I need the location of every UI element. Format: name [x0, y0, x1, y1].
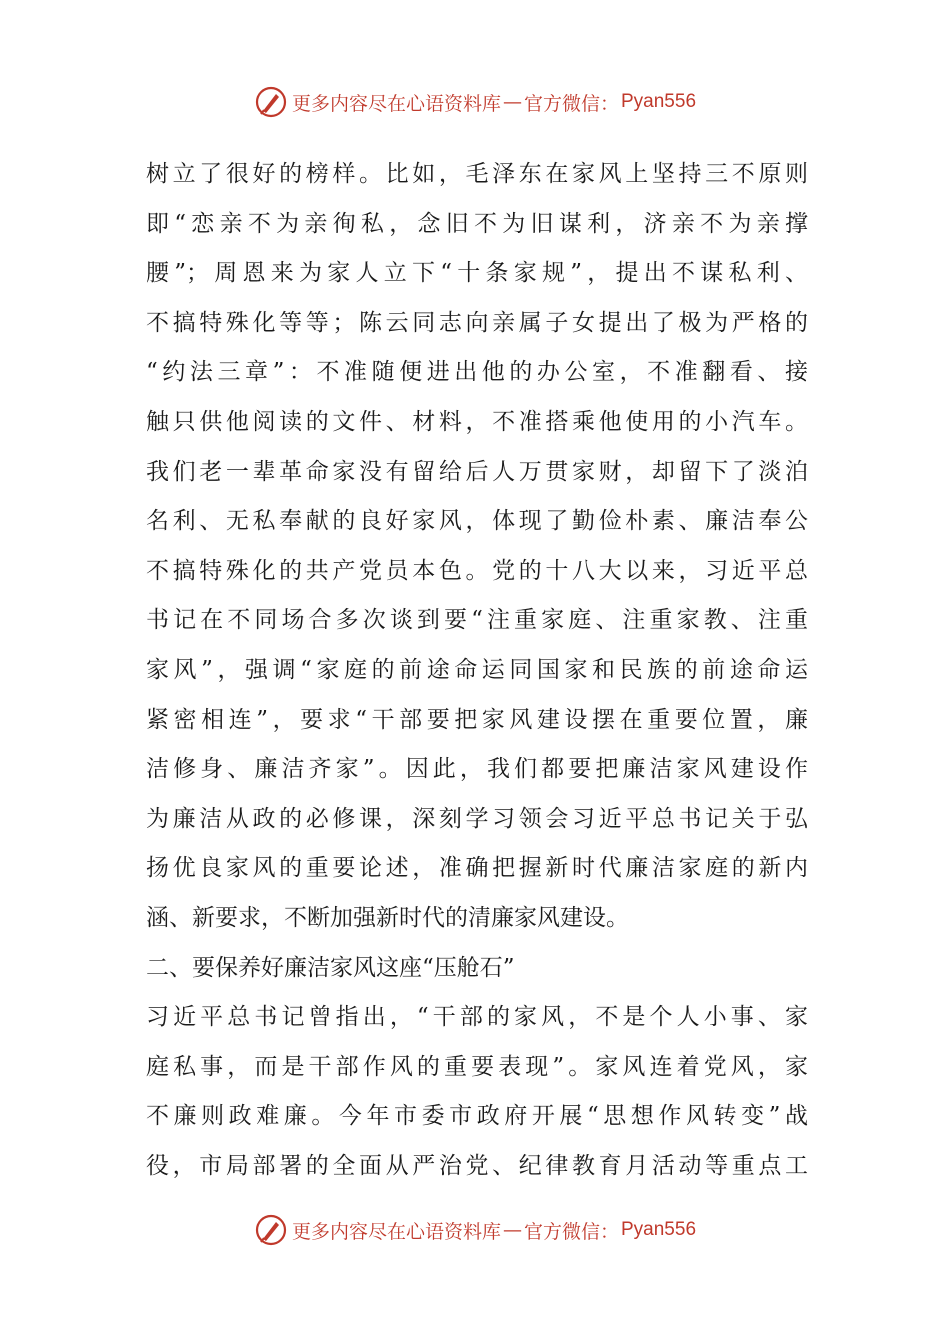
text-line: 涵、新要求，不断加强新时代的清廉家风建设。: [146, 904, 629, 931]
text-line: 扬优良家风的重要论述，准确把握新时代廉洁家庭的新内: [146, 855, 808, 882]
banner-brand: 更多内容尽在心语资料库: [291, 1220, 501, 1243]
header-banner: [0, 82, 950, 122]
footer-banner: [0, 1210, 950, 1250]
banner-dash: —: [502, 1219, 522, 1241]
text-line: 触只供他阅读的文件、材料，不准搭乘他使用的小汽车。: [146, 408, 808, 435]
text-line: 役，市局部署的全面从严治党、纪律教育月活动等重点工: [146, 1152, 808, 1179]
text-line: 名利、无私奉献的良好家风，体现了勤俭朴素、廉洁奉公: [146, 508, 808, 535]
banner-wechat-label: 官方微信：: [523, 92, 619, 115]
quill-logo-icon: [254, 85, 288, 119]
text-line: 不廉则政难廉。今年市委市政府开展“思想作风转变”战: [146, 1103, 808, 1130]
text-line: 庭私事，而是干部作风的重要表现”。家风连着党风，家: [146, 1053, 808, 1080]
document-body: [146, 150, 808, 1191]
text-line: 我们老一辈革命家没有留给后人万贯家财，却留下了淡泊: [146, 458, 808, 485]
text-line: 洁修身、廉洁齐家”。因此，我们都要把廉洁家风建设作: [146, 756, 808, 783]
banner-dash: —: [502, 91, 522, 113]
banner-brand: 更多内容尽在心语资料库: [291, 92, 501, 115]
banner-wechat-id: Pyan556: [621, 91, 697, 112]
banner-wechat-id: Pyan556: [621, 1219, 697, 1240]
text-line: 树立了很好的榜样。比如，毛泽东在家风上坚持三不原则: [146, 161, 808, 187]
section-heading: 二、要保养好廉洁家风这座“压舱石”: [146, 954, 515, 981]
text-line: 习近平总书记曾指出，“干部的家风，不是个人小事、家: [146, 1004, 808, 1031]
banner-wechat-label: 官方微信：: [523, 1220, 619, 1243]
text-line: 家风”，强调“家庭的前途命运同国家和民族的前途命运: [146, 656, 808, 683]
text-line: 书记在不同场合多次谈到要“注重家庭、注重家教、注重: [146, 607, 808, 634]
quill-logo-icon: [254, 1213, 288, 1247]
text-line: 为廉洁从政的必修课，深刻学习领会习近平总书记关于弘: [146, 805, 808, 832]
text-line: 不搞特殊化的共产党员本色。党的十八大以来，习近平总: [146, 557, 808, 584]
text-line: “约法三章”：不准随便进出他的办公室，不准翻看、接: [146, 359, 808, 386]
text-line: 紧密相连”，要求“干部要把家风建设摆在重要位置，廉: [146, 706, 808, 733]
text-line: 腰”；周恩来为家人立下“十条家规”，提出不谋私利、: [146, 260, 808, 287]
text-line: 不搞特殊化等等；陈云同志向亲属子女提出了极为严格的: [146, 309, 808, 336]
text-line: 即“恋亲不为亲徇私，念旧不为旧谋利，济亲不为亲撑: [146, 210, 808, 237]
